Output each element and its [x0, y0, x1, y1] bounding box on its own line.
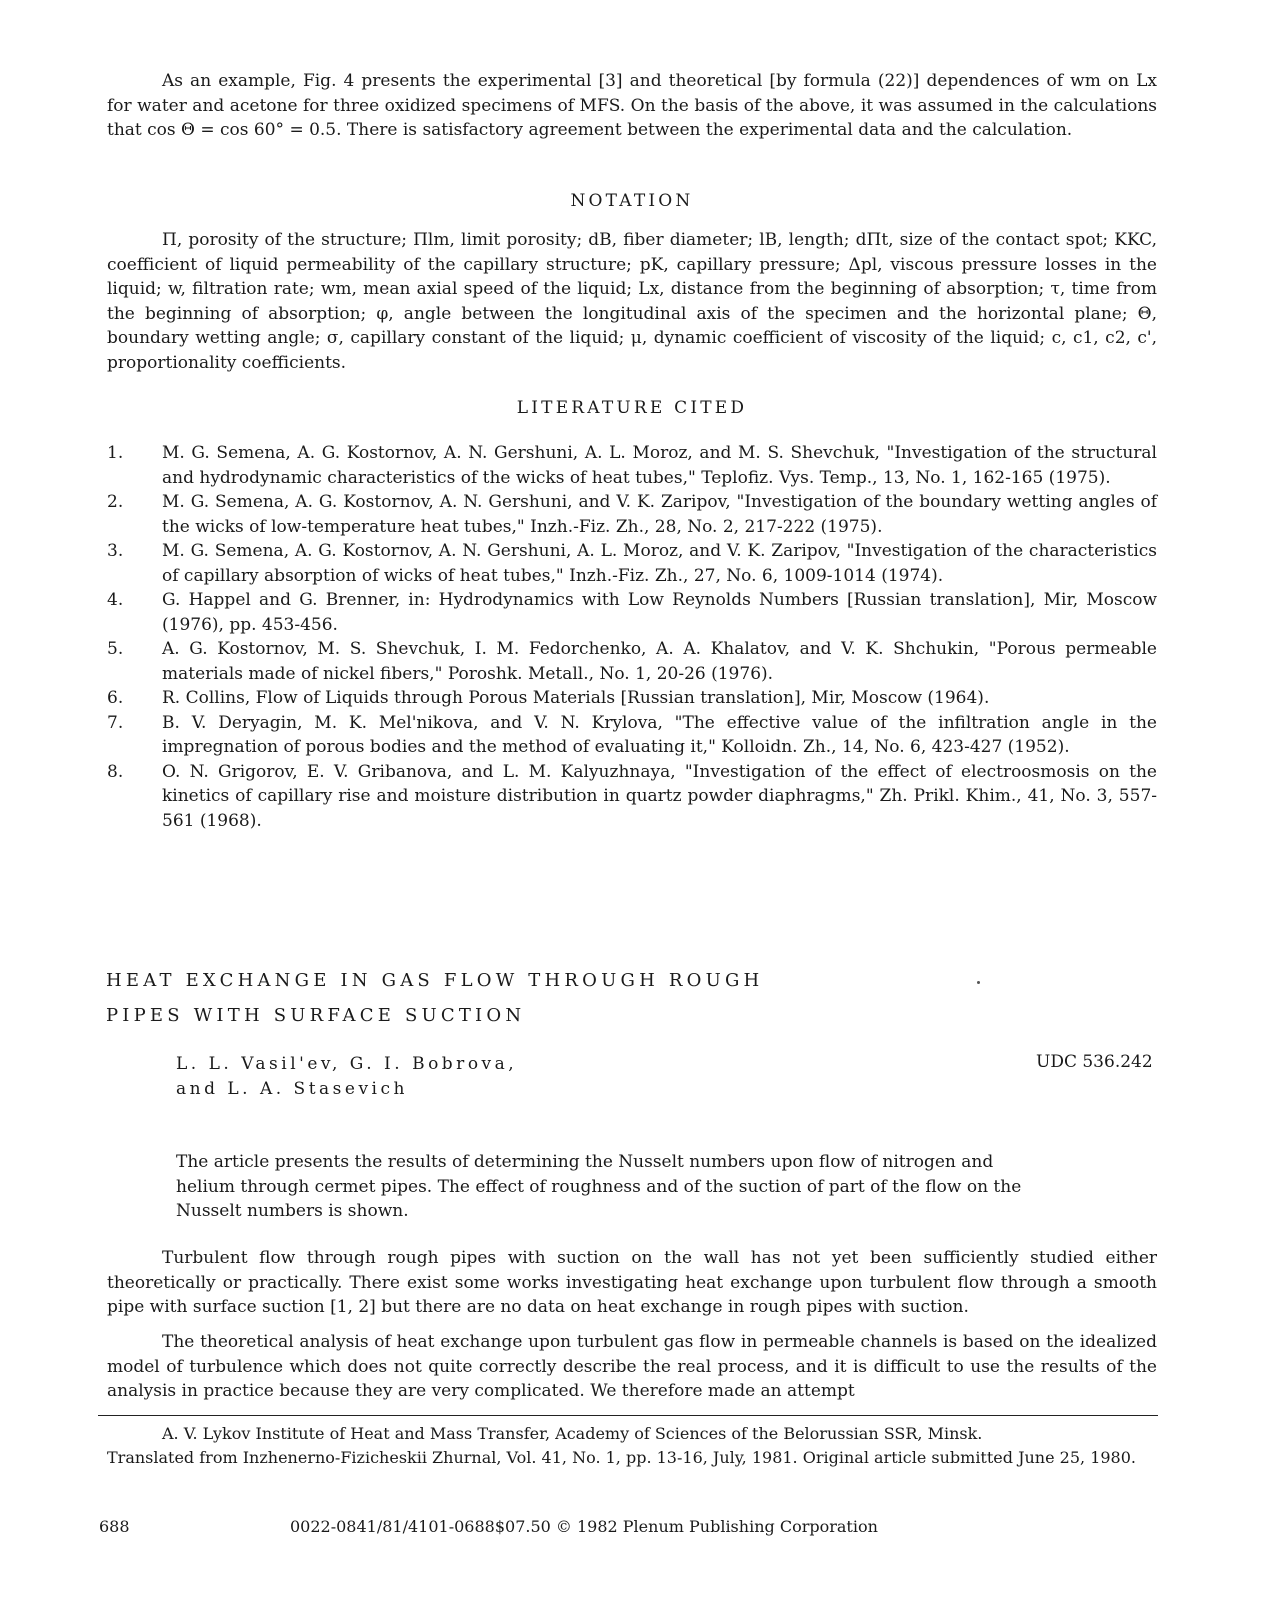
stray-mark — [977, 981, 980, 984]
reference-text: B. V. Deryagin, M. K. Mel'nikova, and V. N. Krylova, "The effective value of the infiltration angle in the impregnation of porous bodies and the method of evaluating it," Kolloidn. Zh., 14, No. 6, 423-427 (1952). — [162, 712, 1157, 757]
reference-item — [107, 760, 1157, 834]
reference-text: G. Happel and G. Brenner, in: Hydrodynamics with Low Reynolds Numbers [Russian translation], Mir, Moscow (1976), pp. 453-456. — [162, 590, 1157, 635]
reference-number: 7. — [107, 712, 124, 733]
reference-number: 5. — [107, 639, 124, 659]
article-title-line-1: HEAT EXCHANGE IN GAS FLOW THROUGH ROUGH — [106, 970, 764, 991]
reference-item — [107, 686, 1157, 711]
article-title-line-2: PIPES WITH SURFACE SUCTION — [106, 1005, 526, 1026]
notation-heading: NOTATION — [570, 191, 694, 211]
footnote — [107, 1422, 1167, 1470]
authors-line-2: and L. A. Stasevich — [176, 1078, 408, 1099]
reference-item — [107, 588, 1157, 637]
reference-item — [107, 441, 1157, 490]
reference-number: 4. — [107, 590, 124, 610]
authors-line-1: L. L. Vasil'ev, G. I. Bobrova, — [176, 1054, 518, 1074]
reference-number: 1. — [107, 443, 124, 463]
udc-code: UDC 536.242 — [1036, 1052, 1153, 1072]
notation-paragraph: Π, porosity of the structure; Πlm, limit porosity; dB, fiber diameter; lB, length; dΠt, size of the contact spot; KKC, coefficient of liquid permeability of the capillary structure; pK, capillary pressure; Δpl, viscous pressure losses in the liquid; w, filtration rate; wm, mean axial speed of the liquid; Lx, distance from the beginning of absorption; τ, time from the beginning of absorption; φ, angle between the longitudinal axis of the specimen and the horizontal plane; Θ, boundary wetting angle; σ, capillary constant of the liquid; μ, dynamic coefficient of viscosity of the liquid; c, c1, c2, c', proportionality coefficients. — [107, 230, 1157, 373]
body-paragraph-1: Turbulent flow through rough pipes with suction on the wall has not yet been sufficiently studied either theoretically or practically. There exist some works investigating heat exchange upon turbulent flow through a smooth pipe with surface suction [1, 2] but there are no data on heat exchange in rough pipes with suction. — [107, 1248, 1157, 1317]
reference-text: R. Collins, Flow of Liquids through Porous Materials [Russian translation], Mir, Moscow (1964). — [162, 688, 990, 708]
intro-paragraph: As an example, Fig. 4 presents the experimental [3] and theoretical [by formula (22)] dependences of wm on Lx for water and acetone for three oxidized specimens of MFS. On the basis of the above, it was assumed in the calculations that cos Θ = cos 60° = 0.5. There is satisfactory agreement between the experimental data and the calculation. — [107, 71, 1157, 140]
reference-text: M. G. Semena, A. G. Kostornov, A. N. Gershuni, and V. K. Zaripov, "Investigation of the boundary wetting angles of the wicks of low-temperature heat tubes," Inzh.-Fiz. Zh., 28, No. 2, 217-222 (1975). — [162, 492, 1157, 537]
reference-item — [107, 637, 1157, 686]
reference-number: 2. — [107, 492, 124, 512]
page-number: 688 — [99, 1517, 130, 1536]
reference-number: 3. — [107, 541, 124, 561]
reference-item — [107, 711, 1157, 760]
reference-text: M. G. Semena, A. G. Kostornov, A. N. Gershuni, A. L. Moroz, and M. S. Shevchuk, "Investigation of the structural and hydrodynamic characteristics of the wicks of heat tubes," Teplofiz. Vys. Temp., 13, No. 1, 162-165 (1975). — [162, 443, 1157, 488]
reference-text: M. G. Semena, A. G. Kostornov, A. N. Gershuni, A. L. Moroz, and V. K. Zaripov, "Investigation of the characteristics of capillary absorption of wicks of heat tubes," Inzh.-Fiz. Zh., 27, No. 6, 1009-1014 (1974). — [162, 541, 1157, 586]
article-authors — [176, 1052, 517, 1101]
copyright-line: 0022-0841/81/4101-0688$07.50 © 1982 Plenum Publishing Corporation — [290, 1517, 878, 1536]
footnote-affiliation: A. V. Lykov Institute of Heat and Mass Transfer, Academy of Sciences of the Belorussian SSR, Minsk. — [162, 1424, 983, 1443]
body-paragraph-2: The theoretical analysis of heat exchange upon turbulent gas flow in permeable channels is based on the idealized model of turbulence which does not quite correctly describe the real process, and it is difficult to use the results of the analysis in practice because they are very complicated. We therefore made an attempt — [107, 1332, 1157, 1401]
reference-text: A. G. Kostornov, M. S. Shevchuk, I. M. Fedorchenko, A. A. Khalatov, and V. K. Shchukin, "Porous permeable materials made of nickel fibers," Poroshk. Metall., No. 1, 20-26 (1976). — [162, 639, 1157, 684]
reference-text: O. N. Grigorov, E. V. Gribanova, and L. M. Kalyuzhnaya, "Investigation of the effect of electroosmosis on the kinetics of capillary rise and moisture distribution in quartz powder diaphragms," Zh. Prikl. Khim., 41, No. 3, 557-561 (1968). — [162, 761, 1157, 831]
article-abstract: The article presents the results of determining the Nusselt numbers upon flow of nitrogen and helium through cermet pipes. The effect of roughness and of the suction of part of the flow on the Nusselt numbers is shown. — [176, 1152, 1022, 1221]
reference-number: 8. — [107, 761, 124, 782]
footnote-translation: Translated from Inzhenerno-Fizicheskii Zhurnal, Vol. 41, No. 1, pp. 13-16, July, 1981. Original article submitted June 25, 1980. — [107, 1448, 1136, 1467]
reference-number: 6. — [107, 688, 124, 708]
reference-list — [107, 441, 1157, 833]
literature-heading: LITERATURE CITED — [516, 398, 748, 418]
reference-item — [107, 490, 1157, 539]
reference-item — [107, 539, 1157, 588]
footnote-divider — [98, 1415, 1158, 1416]
